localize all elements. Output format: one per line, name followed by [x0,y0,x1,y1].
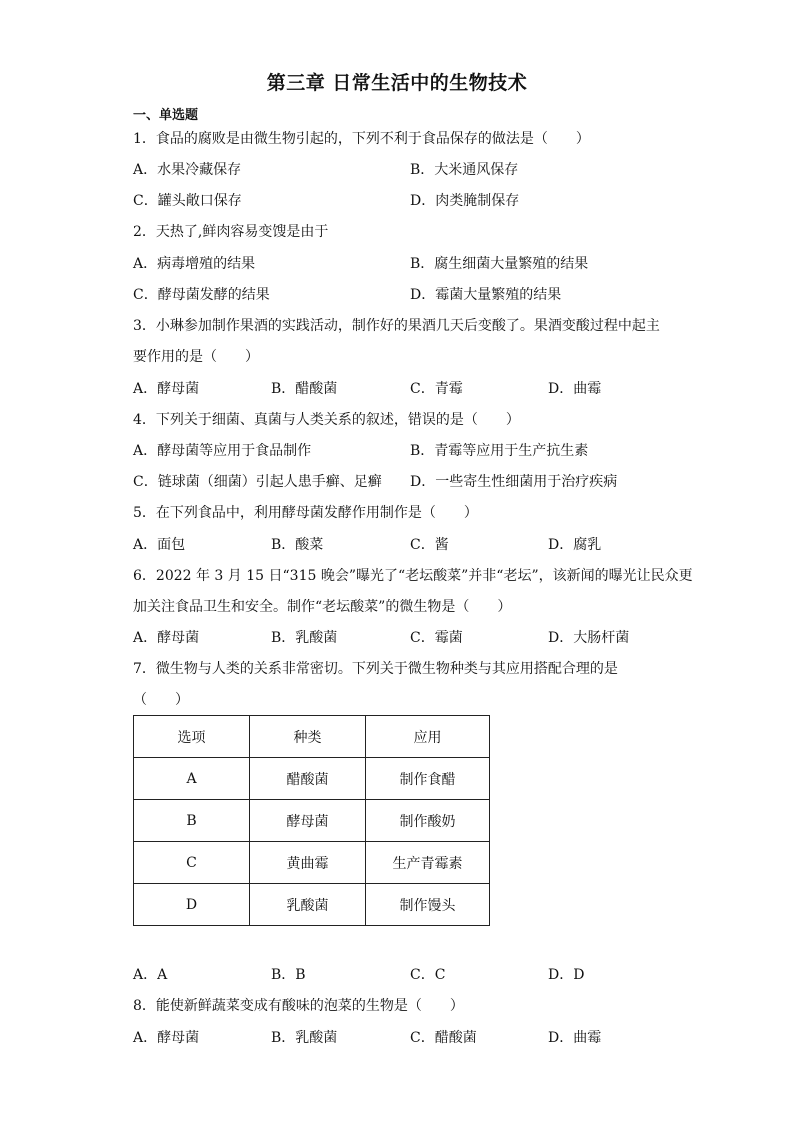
question-4-stem: 4．下列关于细菌、真菌与人类关系的叙述，错误的是（ ） [133,412,520,428]
table-cell: D [134,884,250,926]
q5-option-a: A．面包 [133,537,186,553]
table-cell: 制作馒头 [366,884,490,926]
table-cell: B [134,800,250,842]
table-cell: 生产青霉素 [366,842,490,884]
q7-option-c: C．C [410,967,446,983]
table-row [134,800,490,842]
q1-option-c: C．罐头敞口保存 [133,193,242,209]
question-3-stem-cont: 要作用的是（ ） [133,349,259,365]
table-row [134,884,490,926]
table-cell: A [134,758,250,800]
q2-option-a: A．病毒增殖的结果 [133,256,256,272]
question-1-stem: 1．食品的腐败是由微生物引起的，下列不利于食品保存的做法是（ ） [133,131,590,147]
q3-option-d: D．曲霉 [548,381,602,397]
q7-option-d: D．D [548,967,585,983]
table-cell: 黄曲霉 [250,842,366,884]
question-5-stem: 5．在下列食品中，利用酵母菌发酵作用制作是（ ） [133,505,478,521]
q1-option-a: A．水果冷藏保存 [133,162,242,178]
q4-option-c: C．链球菌（细菌）引起人患手癣、足癣 [133,474,382,490]
q2-option-b: B．腐生细菌大量繁殖的结果 [410,256,589,272]
table-row [134,842,490,884]
q4-option-b: B．青霉等应用于生产抗生素 [410,443,589,459]
q8-option-d: D．曲霉 [548,1030,602,1046]
question-7-stem-cont: （ ） [133,692,189,708]
q5-option-d: D．腐乳 [548,537,602,553]
q8-option-a: A．酵母菌 [133,1030,200,1046]
question-7-stem: 7．微生物与人类的关系非常密切。下列关于微生物种类与其应用搭配合理的是 [133,661,618,677]
q6-option-d: D．大肠杆菌 [548,630,630,646]
question-6-stem: 6．2022 年 3 月 15 日“315 晚会”曝光了“老坛酸菜”并非“老坛”，该新闻的曝光让民众更 [133,568,693,584]
question-2-stem: 2．天热了,鲜肉容易变馊是由于 [133,224,329,240]
question-8-stem: 8．能使新鲜蔬菜变成有酸味的泡菜的生物是（ ） [133,998,464,1014]
question-3-stem: 3．小琳参加制作果酒的实践活动，制作好的果酒几天后变酸了。果酒变酸过程中起主 [133,318,660,334]
q2-option-d: D．霉菌大量繁殖的结果 [410,287,562,303]
q6-option-b: B．乳酸菌 [271,630,338,646]
q8-option-c: C．醋酸菌 [410,1030,477,1046]
q7-option-a: A．A [133,967,168,983]
q1-option-d: D．肉类腌制保存 [410,193,520,209]
q6-option-a: A．酵母菌 [133,630,200,646]
q4-option-d: D．一些寄生性细菌用于治疗疾病 [410,474,618,490]
q7-table [133,715,490,926]
q6-option-c: C．霉菌 [410,630,463,646]
table-cell: 乳酸菌 [250,884,366,926]
q1-option-b: B．大米通风保存 [410,162,519,178]
table-header-cell: 选项 [134,716,250,758]
q2-option-c: C．酵母菌发酵的结果 [133,287,270,303]
table-cell: 制作酸奶 [366,800,490,842]
table-cell: 醋酸菌 [250,758,366,800]
table-header-row [134,716,490,758]
table-cell: C [134,842,250,884]
q4-option-a: A．酵母菌等应用于食品制作 [133,443,312,459]
q5-option-c: C．酱 [410,537,449,553]
table-header-cell: 应用 [366,716,490,758]
q3-option-c: C．青霉 [410,381,463,397]
q3-option-b: B．醋酸菌 [271,381,338,397]
page-title: 第三章 日常生活中的生物技术 [266,72,528,94]
table-cell: 酵母菌 [250,800,366,842]
table-row [134,758,490,800]
q8-option-b: B．乳酸菌 [271,1030,338,1046]
q5-option-b: B．酸菜 [271,537,324,553]
table-cell: 制作食醋 [366,758,490,800]
question-6-stem-cont: 加关注食品卫生和安全。制作“老坛酸菜”的微生物是（ ） [133,599,512,615]
table-header-cell: 种类 [250,716,366,758]
q7-option-b: B．B [271,967,306,983]
section-heading: 一、单选题 [133,108,199,123]
q3-option-a: A．酵母菌 [133,381,200,397]
